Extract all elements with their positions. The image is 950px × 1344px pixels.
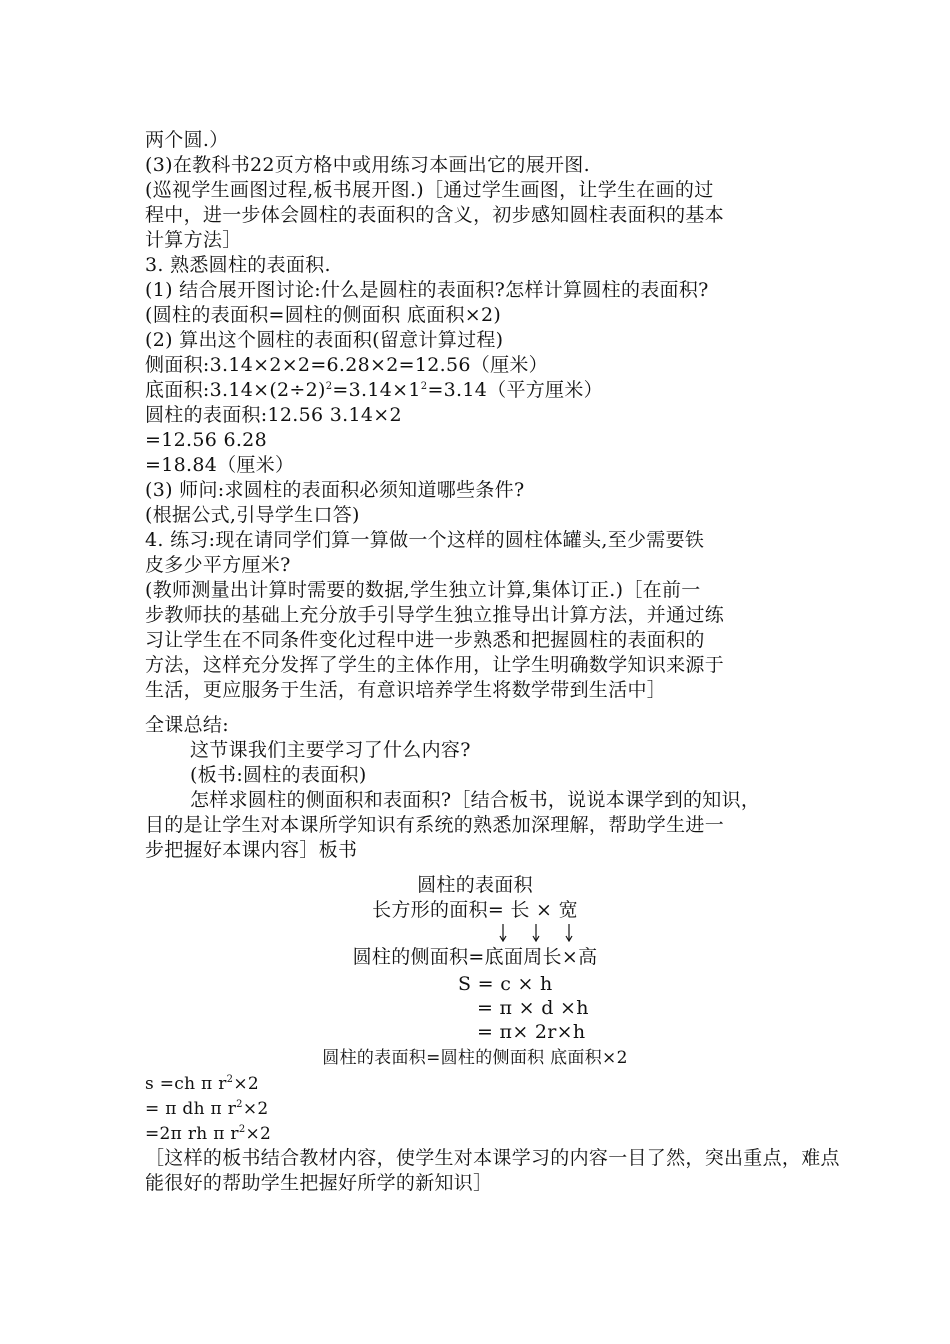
text-line: 步教师扶的基础上充分放手引导学生独立推导出计算方法，并通过练 [145, 604, 725, 626]
text-line: (3) 师问:求圆柱的表面积必须知道哪些条件? [145, 479, 525, 501]
board-rect-formula: 长方形的面积= 长 × 宽 [372, 899, 578, 921]
section-heading: 3. 熟悉圆柱的表面积. [145, 254, 331, 276]
summary-heading: 全课总结: [145, 714, 229, 736]
formula-part: s =ch π r [145, 1074, 227, 1094]
down-arrow-icon [498, 924, 508, 942]
text-line: =18.84（厘米） [145, 454, 295, 476]
text-line: 圆柱的表面积:12.56 3.14×2 [145, 404, 402, 426]
summary-line: 这节课我们主要学习了什么内容? [190, 739, 471, 761]
text-line: 程中，进一步体会圆柱的表面积的含义，初步感知圆柱表面积的基本 [145, 204, 725, 226]
text-line: 方法，这样充分发挥了学生的主体作用，让学生明确数学知识来源于 [145, 654, 725, 676]
closing-line: 能很好的帮助学生把握好所学的新知识］ [145, 1172, 493, 1194]
surface-formula-line [145, 1122, 271, 1146]
superscript: 2 [236, 1099, 243, 1110]
text-line: (2) 算出这个圆柱的表面积(留意计算过程) [145, 329, 504, 351]
board-side-formula: 圆柱的侧面积=底面周长×高 [352, 946, 598, 968]
formula-part: =3.14（平方厘米） [427, 379, 603, 401]
formula-part: = π dh π r [145, 1099, 237, 1119]
formula-part: ×2 [233, 1074, 259, 1094]
text-line: 皮多少平方厘米? [145, 554, 291, 576]
text-line: 生活，更应服务于生活，有意识培养学生将数学带到生活中］ [145, 679, 667, 701]
section-heading: 4. 练习:现在请同学们算一算做一个这样的圆柱体罐头,至少需要铁 [145, 529, 705, 551]
text-line: 侧面积:3.14×2×2=6.28×2=12.56（厘米） [145, 354, 548, 376]
text-line: 两个圆.） [145, 129, 229, 151]
closing-line: ［这样的板书结合教材内容，使学生对本课学习的内容一目了然，突出重点，难点 [145, 1147, 840, 1169]
text-line: (圆柱的表面积=圆柱的侧面积 底面积×2) [145, 304, 502, 326]
superscript: 2 [226, 1074, 234, 1085]
text-line: (根据公式,引导学生口答) [145, 504, 360, 526]
text-line: 习让学生在不同条件变化过程中进一步熟悉和把握圆柱的表面积的 [145, 629, 705, 651]
summary-line: 步把握好本课内容］板书 [145, 839, 358, 861]
board-arrows [0, 924, 950, 944]
text-line: 计算方法］ [145, 229, 242, 251]
surface-formula-line [145, 1097, 269, 1121]
board-surface-formula: 圆柱的表面积=圆柱的侧面积 底面积×2 [322, 1048, 628, 1068]
formula-line [145, 378, 603, 402]
surface-formula-line [145, 1072, 259, 1096]
board-title: 圆柱的表面积 [417, 874, 533, 896]
summary-line: 目的是让学生对本课所学知识有系统的熟悉加深理解，帮助学生进一 [145, 814, 725, 836]
text-line: (3)在教科书22页方格中或用练习本画出它的展开图. [145, 154, 590, 176]
down-arrow-icon [564, 924, 574, 942]
text-line: (1) 结合展开图讨论:什么是圆柱的表面积?怎样计算圆柱的表面积? [145, 279, 709, 301]
board-formula-step: = π× 2r×h [477, 1021, 586, 1043]
superscript: 2 [325, 381, 333, 392]
text-line: (教师测量出计算时需要的数据,学生独立计算,集体订正.)［在前一 [145, 579, 701, 601]
text-line: =12.56 6.28 [145, 429, 267, 451]
board-formula-step: S = c × h [458, 973, 553, 995]
formula-part: ×2 [242, 1099, 269, 1119]
superscript: 2 [238, 1124, 246, 1135]
board-formula-step: = π × d ×h [477, 997, 589, 1019]
formula-part: =2π rh π r [145, 1124, 239, 1144]
text-line: (巡视学生画图过程,板书展开图.)［通过学生画图，让学生在画的过 [145, 179, 714, 201]
formula-part: ×2 [245, 1124, 272, 1144]
summary-line: 怎样求圆柱的侧面积和表面积?［结合板书，说说本课学到的知识， [190, 789, 761, 811]
formula-part: 底面积:3.14×(2÷2) [145, 379, 326, 401]
summary-line: (板书:圆柱的表面积) [190, 764, 367, 786]
formula-part: =3.14×1 [332, 379, 421, 401]
superscript: 2 [420, 381, 428, 392]
down-arrow-icon [531, 924, 541, 942]
